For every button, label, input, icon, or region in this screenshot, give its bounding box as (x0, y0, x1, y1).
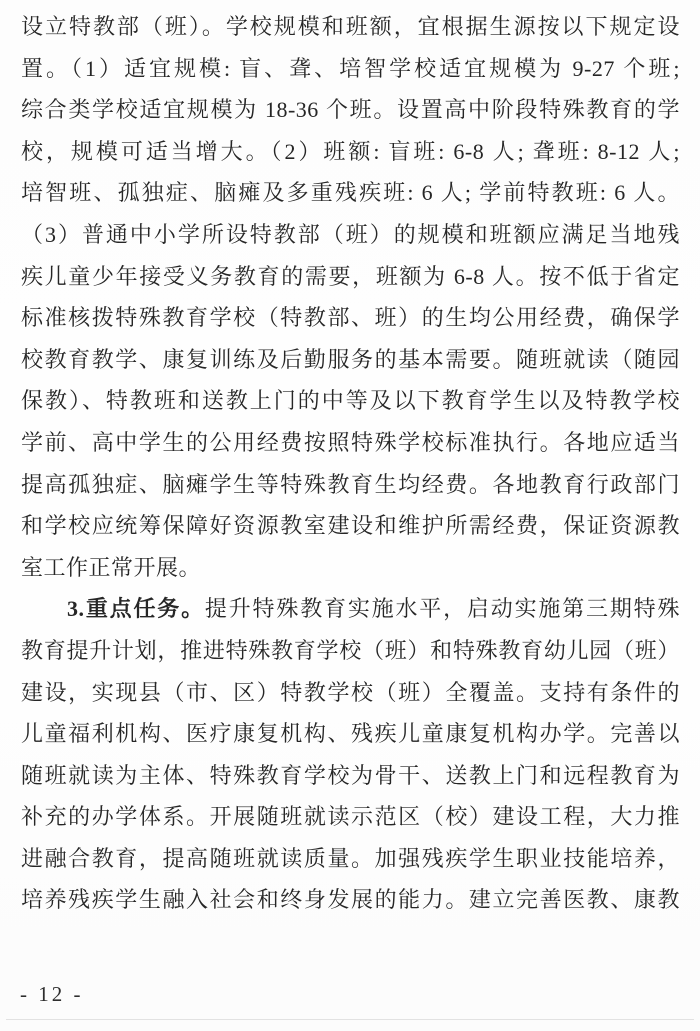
text-line: 培智班、孤独症、脑瘫及多重残疾班: 6 人; 学前特教班: 6 人。 (21, 180, 680, 206)
text-line: 随班就读为主体、特殊教育学校为骨干、送教上门和远程教育为 (21, 762, 680, 788)
section-heading-rest: 提升特殊教育实施水平，启动实施第三期特殊 (204, 596, 680, 622)
text-line: 培养残疾学生融入社会和终身发展的能力。建立完善医教、康教 (21, 887, 680, 913)
text-line: 疾儿童少年接受义务教育的需要，班额为 6-8 人。按不低于省定 (21, 263, 680, 289)
text-line: 进融合教育，提高随班就读质量。加强残疾学生职业技能培养， (21, 845, 680, 871)
text-line: 标准核拨特殊教育学校（特教部、班）的生均公用经费，确保学 (21, 305, 680, 331)
text-line: 设立特教部（班）。学校规模和班额，宜根据生源按以下规定设 (21, 14, 680, 39)
text-line: 综合类学校适宜规模为 18-36 个班。设置高中阶段特殊教育的学 (21, 97, 680, 123)
text-line: 建设，实现县（市、区）特教学校（班）全覆盖。支持有条件的 (21, 679, 680, 705)
page-number: - 12 - (20, 982, 84, 1006)
text-line: 儿童福利机构、医疗康复机构、残疾儿童康复机构办学。完善以 (21, 721, 680, 747)
text-line: 校教育教学、康复训练及后勤服务的基本需要。随班就读（随园 (21, 346, 680, 372)
text-line-section-heading (21, 588, 680, 630)
section-heading-bold-run: 3.重点任务。 (67, 596, 205, 622)
text-line: （3）普通中小学所设特教部（班）的规模和班额应满足当地残 (21, 221, 680, 247)
text-line: 提高孤独症、脑瘫学生等特殊教育生均经费。各地教育行政部门 (21, 471, 680, 497)
text-line: 置。（1）适宜规模: 盲、聋、培智学校适宜规模为 9-27 个班; (21, 55, 680, 81)
text-line: 教育提升计划，推进特殊教育学校（班）和特殊教育幼儿园（班） (21, 637, 680, 663)
text-line: 学前、高中学生的公用经费按照特殊学校标准执行。各地应适当 (21, 429, 680, 455)
text-line: 校，规模可适当增大。（2）班额: 盲班: 6-8 人; 聋班: 8-12 人; (21, 138, 680, 164)
text-line: 和学校应统筹保障好资源教室建设和维护所需经费，保证资源教 (21, 513, 680, 539)
scan-edge-artifact (6, 1019, 694, 1020)
text-line-paragraph-end: 室工作正常开展。 (21, 554, 202, 580)
text-line: 保教）、特教班和送教上门的中等及以下教育学生以及特教学校 (21, 388, 680, 414)
text-line: 补充的办学体系。开展随班就读示范区（校）建设工程，大力推 (21, 804, 680, 830)
